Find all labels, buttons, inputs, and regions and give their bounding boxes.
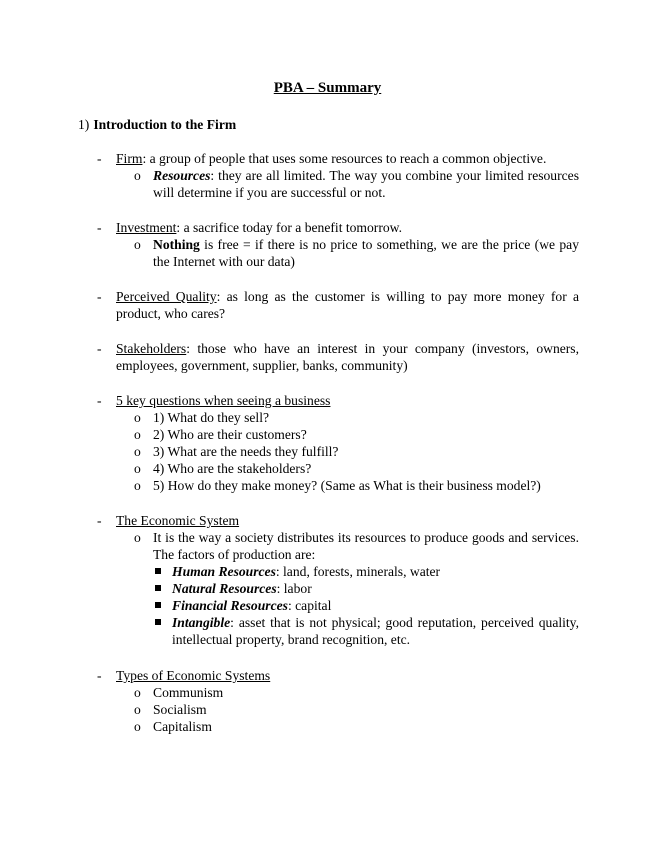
term-key-questions: 5 key questions when seeing a business	[116, 393, 331, 408]
factor-item	[153, 563, 579, 580]
circle-bullet: o	[134, 461, 141, 476]
sub-nothing	[134, 236, 579, 270]
dash-bullet: -	[97, 513, 102, 528]
term-nothing: Nothing	[153, 237, 200, 252]
section-title: Introduction to the Firm	[93, 117, 237, 132]
question-text: 1) What do they sell?	[153, 410, 270, 425]
question-item	[134, 409, 579, 426]
circle-bullet: o	[134, 168, 141, 183]
factor-term: Natural Resources	[172, 581, 277, 596]
circle-bullet: o	[134, 478, 141, 493]
dash-bullet: -	[97, 289, 102, 304]
item-investment	[97, 219, 579, 270]
circle-bullet: o	[134, 237, 141, 252]
term-economic-types: Types of Economic Systems	[116, 668, 271, 683]
text-economic-definition: It is the way a society distributes its resources to produce goods and services. The factors of production are:	[153, 530, 579, 562]
circle-bullet: o	[134, 530, 141, 545]
question-item	[134, 460, 579, 477]
question-item	[134, 477, 579, 494]
question-item	[134, 426, 579, 443]
sub-economic-definition	[134, 529, 579, 563]
dash-bullet: -	[97, 668, 102, 683]
item-perceived-quality	[97, 288, 579, 322]
section-heading	[78, 116, 236, 133]
item-economic-types	[97, 667, 579, 735]
type-text: Communism	[153, 685, 224, 700]
factor-term: Human Resources	[172, 564, 276, 579]
definition-investment: : a sacrifice today for a benefit tomorrow.	[176, 220, 402, 235]
type-text: Capitalism	[153, 719, 212, 734]
circle-bullet: o	[134, 719, 141, 734]
term-stakeholders: Stakeholders	[116, 341, 187, 356]
factor-item	[153, 597, 579, 614]
factor-text: : asset that is not physical; good reputation, perceived quality, intellectual property, brand recognition, etc.	[172, 615, 579, 647]
square-bullet-icon	[155, 619, 161, 625]
definition-stakeholders: : those who have an interest in your company (investors, owners, employees, government, supplier, banks, community)	[116, 341, 579, 373]
term-perceived-quality: Perceived Quality	[116, 289, 217, 304]
question-text: 3) What are the needs they fulfill?	[153, 444, 339, 459]
factor-term: Financial Resources	[172, 598, 288, 613]
factor-term: Intangible	[172, 615, 231, 630]
circle-bullet: o	[134, 702, 141, 717]
circle-bullet: o	[134, 410, 141, 425]
question-text: 4) Who are the stakeholders?	[153, 461, 312, 476]
item-key-questions	[97, 392, 579, 494]
term-resources: Resources	[153, 168, 211, 183]
item-firm	[97, 150, 579, 201]
type-item	[134, 718, 579, 735]
section-number: 1)	[78, 117, 90, 132]
item-economic-system	[97, 512, 579, 648]
square-bullet-icon	[155, 602, 161, 608]
text-resources: : they are all limited. The way you combine your limited resources will determine if you are successful or not.	[153, 168, 579, 200]
dash-bullet: -	[97, 341, 102, 356]
text-nothing: is free = if there is no price to something, we are the price (we pay the Internet with our data)	[153, 237, 579, 269]
item-stakeholders	[97, 340, 579, 374]
question-text: 5) How do they make money? (Same as What is their business model?)	[153, 478, 541, 493]
square-bullet-icon	[155, 585, 161, 591]
definition-firm: : a group of people that uses some resources to reach a common objective.	[142, 151, 547, 166]
factor-text: : labor	[276, 581, 312, 596]
factor-text: : capital	[287, 598, 332, 613]
question-text: 2) Who are their customers?	[153, 427, 307, 442]
square-bullet-icon	[155, 568, 161, 574]
page-title: PBA – Summary	[273, 80, 382, 96]
circle-bullet: o	[134, 685, 141, 700]
term-economic-system: The Economic System	[116, 513, 240, 528]
definition-perceived-quality: : as long as the customer is willing to pay more money for a product, who cares?	[116, 289, 580, 321]
circle-bullet: o	[134, 444, 141, 459]
type-item	[134, 701, 579, 718]
circle-bullet: o	[134, 427, 141, 442]
factor-text: : land, forests, minerals, water	[275, 564, 441, 579]
factor-item	[153, 580, 579, 597]
sub-resources	[134, 167, 579, 201]
type-text: Socialism	[153, 702, 207, 717]
type-item	[134, 684, 579, 701]
question-item	[134, 443, 579, 460]
term-investment: Investment	[116, 220, 177, 235]
factor-item	[153, 614, 579, 648]
term-firm: Firm	[116, 151, 143, 166]
dash-bullet: -	[97, 393, 102, 408]
dash-bullet: -	[97, 151, 102, 166]
dash-bullet: -	[97, 220, 102, 235]
